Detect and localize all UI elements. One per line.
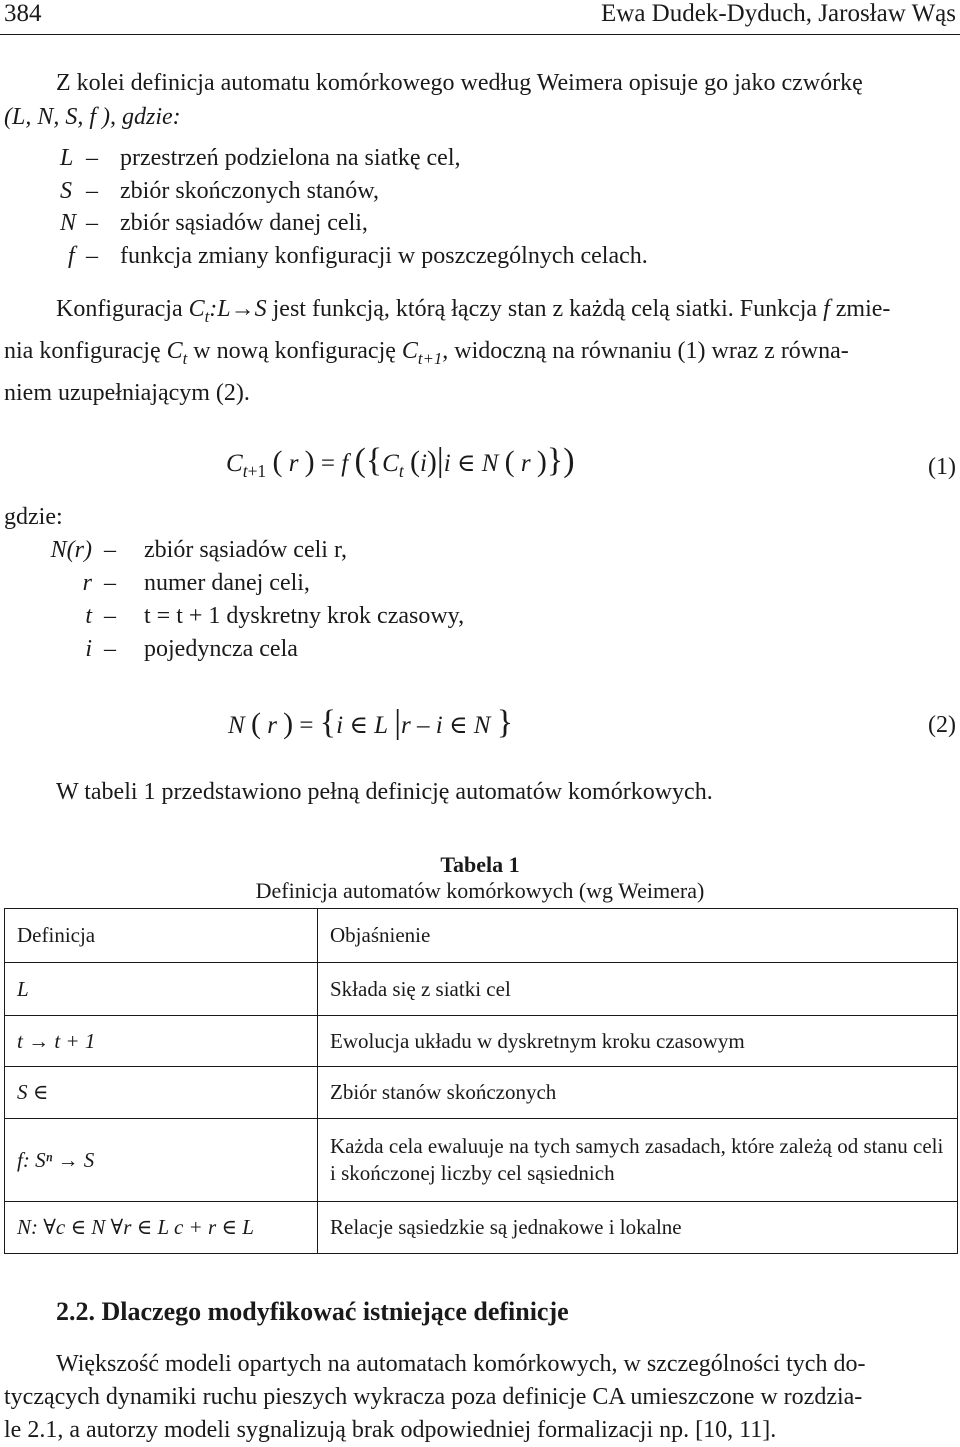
section-line-3: le 2.1, a autorzy modeli sygnalizują brak odpowiedniej formalizacji np. [10, 11]. [4, 1417, 777, 1443]
table-header-explanation: Objaśnienie [318, 909, 958, 963]
where-def-text: pojedyncza cela [144, 636, 298, 662]
tuple-def-row [60, 142, 648, 175]
config-text: nia konfigurację [4, 338, 167, 364]
table-intro: W tabeli 1 przedstawiono pełną definicję automatów komórkowych. [56, 779, 713, 805]
where-def-row [0, 633, 464, 666]
table-row [5, 1016, 958, 1067]
table-cell-definition: f: Sⁿ → S [5, 1119, 318, 1202]
config-text: w nową konfigurację [187, 338, 402, 364]
dash: – [86, 242, 98, 269]
equation-1-number: (1) [928, 454, 956, 480]
tuple-def-text: przestrzeń podzielona na siatkę cel, [120, 145, 461, 171]
table-cell-explanation: Zbiór stanów skończonych [318, 1067, 958, 1119]
table-row [5, 1202, 958, 1254]
where-def-symbol: r [82, 570, 92, 596]
config-text: Konfiguracja [56, 296, 189, 322]
table-row [5, 1067, 958, 1119]
tuple-def-text: funkcja zmiany konfiguracji w poszczególnych celach. [120, 242, 648, 269]
table-cell-explanation: Składa się z siatki cel [318, 963, 958, 1016]
tuple-def-symbol: S [60, 177, 72, 204]
section-line-1: Większość modeli opartych na automatach komórkowych, w szczególności tych do- [56, 1351, 866, 1377]
where-def-symbol: i [85, 636, 92, 662]
config-text: zmie- [829, 296, 891, 322]
where-def-text: numer danej celi, [144, 570, 310, 596]
table-cell-definition: N: ∀c ∈ N ∀r ∈ L c + r ∈ L [5, 1202, 318, 1254]
config-text: jest funkcją, którą łączy stan z każdą celą siatki. Funkcja [266, 296, 824, 322]
tuple-def-row [60, 207, 648, 240]
table-cell-explanation: Relacje sąsiedzkie są jednakowe i lokalne [318, 1202, 958, 1254]
table-cell-explanation: Każda cela ewaluuje na tych samych zasadach, które zależą od stanu celi i skończonej liczby cel sąsiednich [318, 1119, 958, 1202]
where-definitions-list [0, 534, 464, 666]
table-caption-subtitle: Definicja automatów komórkowych (wg Weimera) [255, 878, 705, 903]
tuple-def-symbol: f [68, 242, 75, 269]
table-cell-definition: L [5, 963, 318, 1016]
tuple-def-text: zbiór sąsiadów danej celi, [120, 210, 368, 236]
equation-2-number: (2) [928, 712, 956, 738]
dash: – [86, 177, 98, 204]
table-cell-definition: t → t + 1 [5, 1016, 318, 1067]
config-line-1: Konfiguracja $C_t:L\to S$ jest funkcją, którą łączy stan z każdą celą siatki. Funkcja f zmie- [56, 296, 891, 326]
intro-line-1: Z kolei definicja automatu komórkowego według Weimera opisuje go jako czwórkę [56, 70, 863, 96]
table-caption-title: Tabela 1 [440, 852, 520, 877]
tuple-def-row [60, 175, 648, 208]
tuple-definitions-list [60, 142, 648, 272]
dash: – [104, 636, 116, 662]
equation-1: $C_{t+1}$ ( r ) = f ({$C_t$ (i)|i ∈ N ( r )}) [226, 442, 575, 481]
tuple-def-row [60, 240, 648, 273]
where-def-symbol: t [85, 603, 92, 629]
config-line-2: nia konfigurację $C_t$ w nową konfigurację $C_{t+1}$, widoczną na równaniu (1) wraz z równa- [4, 338, 849, 368]
tuple-def-symbol: L [60, 145, 74, 171]
table-cell-explanation: Ewolucja układu w dyskretnym kroku czasowym [318, 1016, 958, 1067]
table-row [5, 1119, 958, 1202]
definition-table [4, 908, 958, 1254]
equation-2: N ( r ) = {i ∈ L |r – i ∈ N } [228, 704, 514, 741]
where-def-row [0, 534, 464, 567]
table-header-definition: Definicja [5, 909, 318, 963]
where-label: gdzie: [4, 504, 63, 530]
intro-paragraph [4, 66, 954, 134]
tuple-def-text: zbiór skończonych stanów, [120, 177, 380, 204]
where-def-text: zbiór sąsiadów celi r, [144, 537, 347, 563]
running-header [0, 0, 960, 35]
running-header-authors: Ewa Dudek-Dyduch, Jarosław Wąs [601, 0, 956, 27]
dash: – [104, 570, 116, 596]
section-line-2: tyczących dynamiki ruchu pieszych wykracza poza definicje CA umieszczone w rozdzia- [4, 1384, 863, 1410]
config-line-3: niem uzupełniającym (2). [4, 380, 250, 406]
table-row [5, 963, 958, 1016]
dash: – [86, 210, 98, 236]
table-header-row [5, 909, 958, 963]
where-def-symbol: N(r) [50, 537, 92, 563]
intro-tuple: (L, N, S, f ), gdzie: [4, 104, 181, 130]
tuple-def-symbol: N [60, 210, 77, 236]
config-text: , widoczną na równaniu (1) wraz z równa- [442, 338, 849, 364]
section-heading: 2.2. Dlaczego modyfikować istniejące definicje [56, 1297, 569, 1326]
page-number: 384 [4, 0, 42, 27]
section-paragraph [4, 1348, 954, 1447]
dash: – [86, 145, 98, 171]
dash: – [104, 537, 116, 563]
where-def-text: t = t + 1 dyskretny krok czasowy, [144, 603, 465, 629]
dash: – [104, 603, 116, 629]
table-cell-definition: S ∈ [5, 1067, 318, 1119]
where-def-row [0, 567, 464, 600]
where-def-row [0, 600, 464, 633]
configuration-paragraph [4, 292, 954, 411]
